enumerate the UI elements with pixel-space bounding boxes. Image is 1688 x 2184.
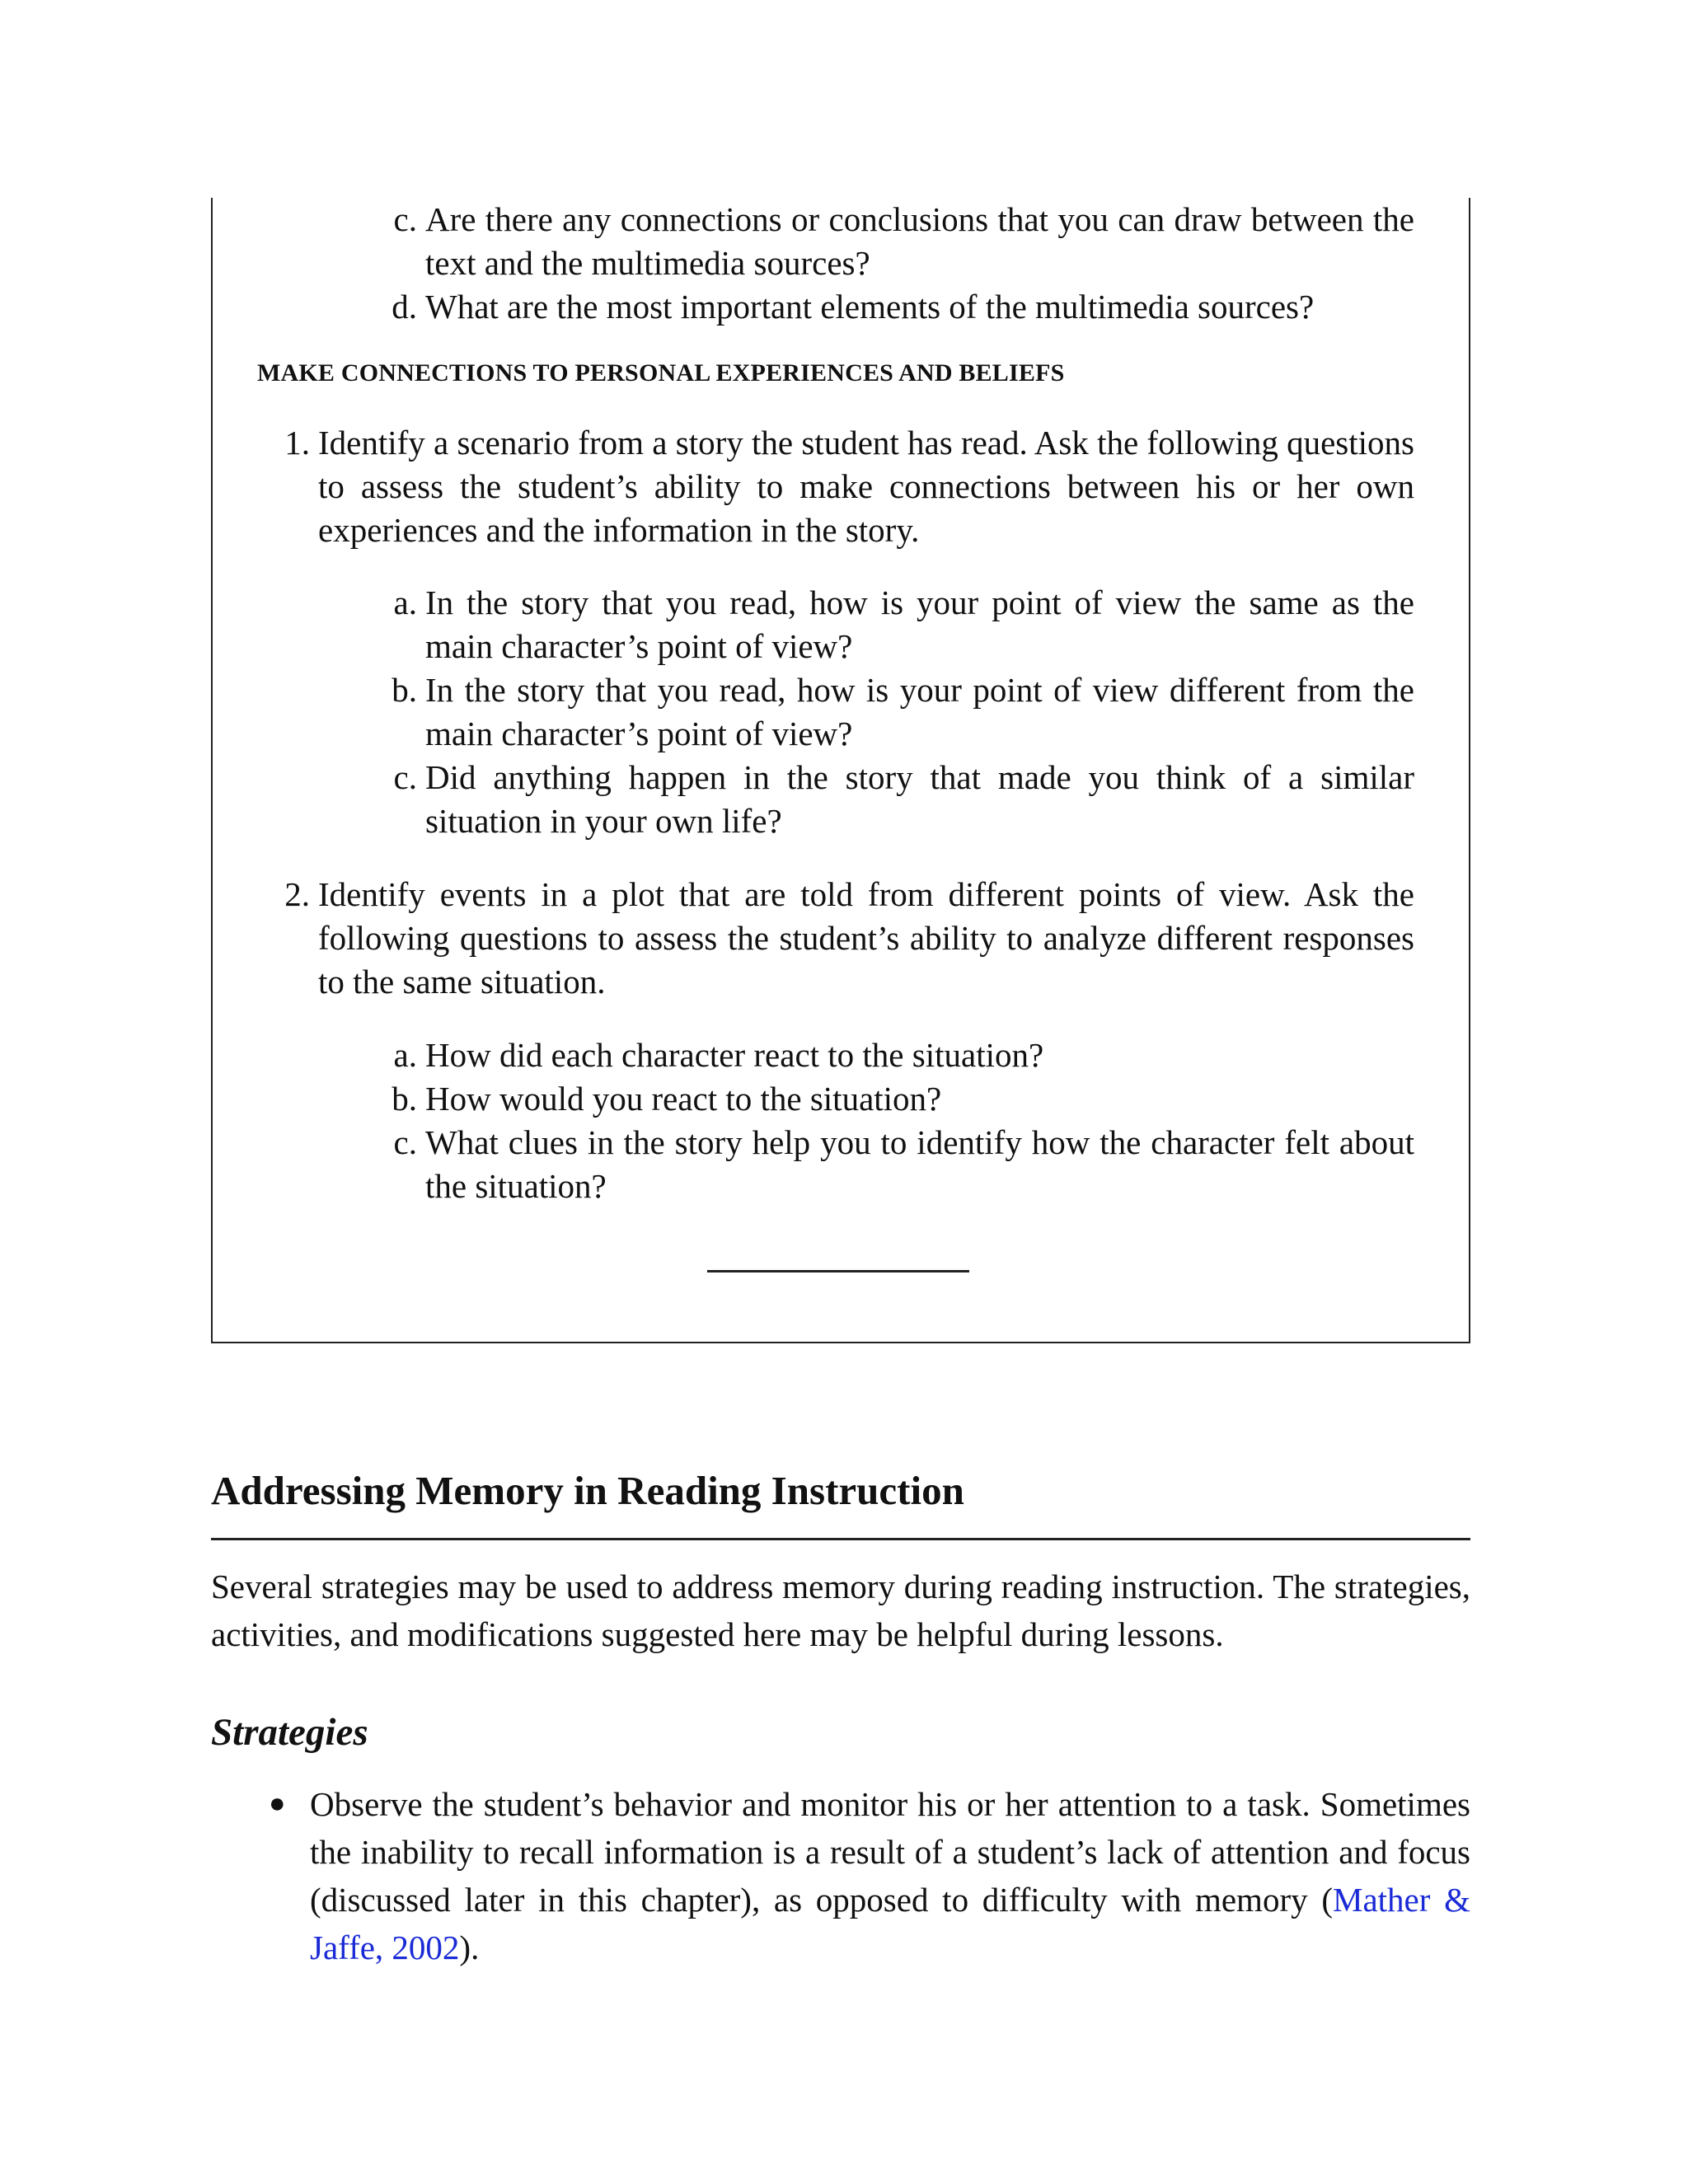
list-item: c. Are there any connections or conclusions that you can draw between the text and the multimedia sources? bbox=[393, 200, 1414, 282]
intro-paragraph: Several strategies may be used to address memory during reading instruction. The strategies, activities, and modifications suggested here may be helpful during lessons. bbox=[211, 1568, 1470, 1653]
section-heading: Addressing Memory in Reading Instruction bbox=[211, 1468, 964, 1513]
list-item: a. In the story that you read, how is your point of view the same as the main character’s point of view? bbox=[393, 583, 1414, 665]
divider bbox=[707, 1270, 969, 1272]
section-label: MAKE CONNECTIONS TO PERSONAL EXPERIENCES AND BELIEFS bbox=[257, 359, 1065, 387]
subheading: Strategies bbox=[211, 1711, 368, 1754]
sub-list-2 bbox=[377, 1033, 1414, 1208]
list-item: a. How did each character react to the situation? bbox=[393, 1036, 1044, 1074]
citation-link[interactable]: Mather & Jaffe, 2002 bbox=[310, 1881, 1470, 1966]
bullet-list bbox=[264, 1780, 1470, 1971]
bullet-icon: ● bbox=[269, 1788, 286, 1819]
numbered-item-1: 1. Identify a scenario from a story the student has read. Ask the following questions to assess the student’s ability to make connections between his or her own experiences and the information in the story. bbox=[284, 424, 1414, 549]
numbered-item-2: 2. Identify events in a plot that are told from different points of view. Ask the following questions to assess the student’s ability to analyze different responses to the same situation. bbox=[284, 875, 1414, 1001]
list-item: ● Observe the student’s behavior and monitor his or her attention to a task. Sometimes the inability to recall information is a result of a student’s lack of attention and focus (discussed later in this chapter), as opposed to difficulty with memory (Mather & Jaffe, 2002). bbox=[264, 1780, 1470, 1971]
heading-rule bbox=[211, 1538, 1470, 1540]
list-item: c. Did anything happen in the story that made you think of a similar situation in your own life? bbox=[393, 758, 1414, 840]
sub-list-1 bbox=[377, 581, 1414, 843]
top-sub-list bbox=[377, 198, 1414, 329]
list-item: d. What are the most important elements of the multimedia sources? bbox=[392, 288, 1315, 326]
list-item: b. How would you react to the situation? bbox=[392, 1080, 942, 1118]
list-item: c. What clues in the story help you to identify how the character felt about the situation? bbox=[393, 1123, 1414, 1205]
list-item: b. In the story that you read, how is your point of view different from the main character’s point of view? bbox=[392, 671, 1414, 752]
